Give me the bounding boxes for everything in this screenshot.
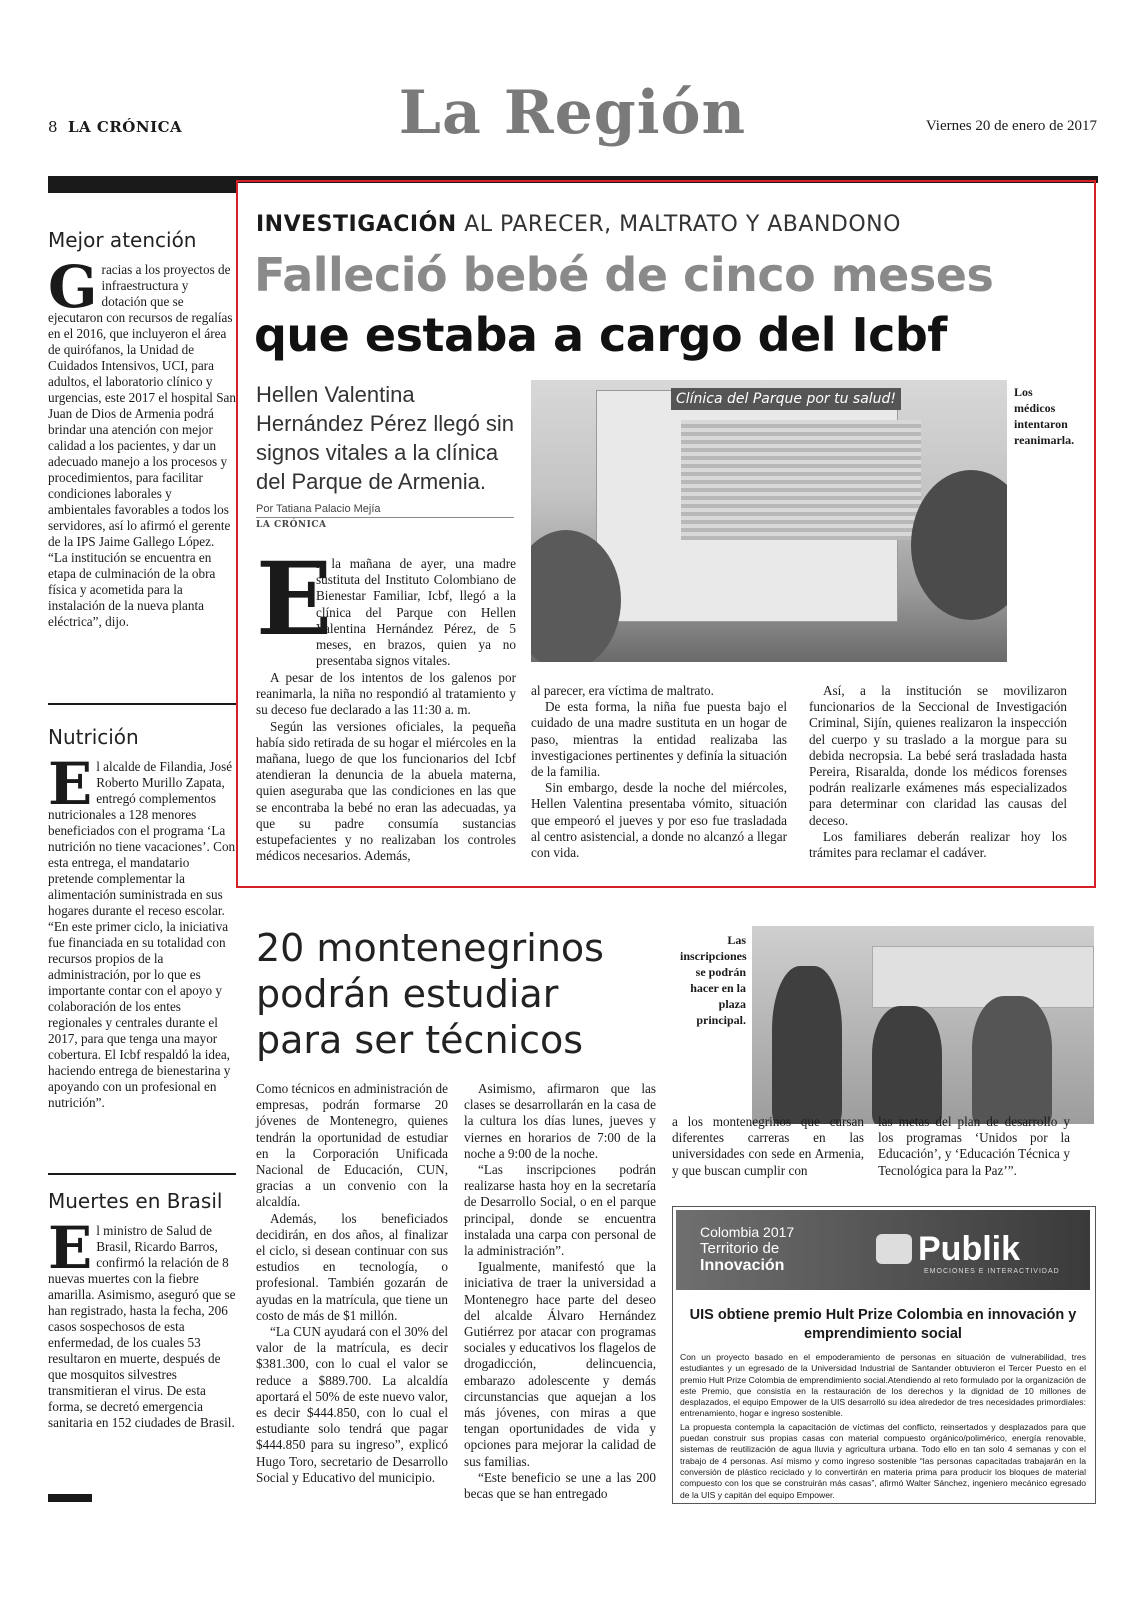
byline-rule	[256, 517, 514, 518]
person-shape	[872, 1006, 942, 1124]
clinic-sign: Clínica del Parque por tu salud!	[671, 388, 901, 410]
byline-source: LA CRÓNICA	[256, 520, 327, 530]
kicker-text: AL PARECER, MALTRATO Y ABANDONO	[464, 212, 901, 237]
dropcap: E	[256, 540, 333, 658]
sidebar-item-text	[48, 750, 236, 1111]
paragraph: Como técnicos en administración de empresas, podrán formarse 20 jóvenes de Montenegro, quienes tendrán la oportunidad de estudiar en la Corporación Unificada Nacional de Educación, CUN, gracias a un convenio con la alcaldía.	[256, 1081, 448, 1210]
publik-logo-icon	[876, 1234, 912, 1264]
clinic-photo	[531, 380, 1007, 662]
sidebar-divider	[48, 1173, 236, 1175]
ad-headline: UIS obtiene premio Hult Prize Colombia en innovación y emprendimiento social	[689, 1307, 1077, 1342]
dropcap: E	[48, 750, 93, 818]
paragraph: “La CUN ayudará con el 30% del valor de la matrícula, es decir $381.300, con lo cual el valor se reduce a $889.700. La alcaldía aportará el 50% de este nuevo valor, es decir $444.850, con lo cual el estudiante solo tendrá que pagar $444.850 para su ingreso”, explicó Hugo Toro, secretario de Desarrollo Social y Educativo del municipio.	[256, 1324, 448, 1485]
sidebar-divider	[48, 703, 236, 705]
sidebar-item-nutricion	[48, 725, 236, 1111]
ad-banner-line: Territorio de	[700, 1240, 780, 1257]
lead-kicker	[256, 212, 901, 237]
paragraph: Asimismo, afirmaron que las clases se desarrollarán en la casa de la cultura los días lunes, jueves y viernes en horarios de 7:00 de la noche a 9:00 de la noche.	[464, 1081, 656, 1161]
photo-caption: Los médicos intentaron reanimarla.	[1014, 385, 1075, 447]
newspaper-name: LA CRÓNICA	[68, 118, 183, 136]
lead-column-1	[256, 670, 516, 864]
person-shape	[772, 966, 842, 1124]
ad-paragraph: La propuesta contempla la capacitación de víctimas del conflicto, reinsertados y desplazados para que puedan construir sus propias casas con material compuesto orgánico/polimérico, energía renovable, sistemas de reutilización de agua lluvia y agricultura urbana. Todo ello en tan solo 4 semanas y con el trabajo de 4 personas. Así mismo y como ingreso sostenible “las personas capacitadas trabajarán en la conversión de plástico reciclado y lo convertirán en materia prima para producir los bloques de material compuesto con los que se construirán más casas”, afirmó Walter Sánchez, ingeniero mecánico egresado de la UIS y capitán del equipo Empower.	[680, 1421, 1086, 1500]
sidebar-item-title: Muertes en Brasil	[48, 1189, 223, 1213]
sidebar-top-rule	[48, 183, 236, 193]
ad-paragraph: Con un proyecto basado en el empoderamiento de personas en situación de vulnerabilidad, tres estudiantes y un egresado de la Universidad Industrial de Santander obtuvieron el Tercer Puesto en el premio Hult Prize Colombia de emprendimiento social.Atendiendo al reto formulado por la organización de este Premio, que consistía en la restauración de los derechos y la dignidad de 10 millones de desplazados, el equipo Empower de la UIS desarrolló su idea alrededor de tres necesidades primordiales: entrenamiento, hogar e ingreso sostenible.	[680, 1352, 1086, 1419]
facade-stripes	[681, 420, 921, 540]
kicker-label: INVESTIGACIÓN	[256, 212, 457, 237]
page-number: 8	[48, 118, 58, 136]
dropcap: E	[48, 1214, 93, 1282]
photo-caption: Las inscripciones se podrán hacer en la plaza principal.	[680, 933, 747, 1027]
paragraph: Así, a la institución se movilizaron funcionarios de la Seccional de Investigación Criminal, Sijín, quienes realizaron la inspección del cuerpo y su traslado a la morgue para su debida necropsia. La bebé será trasladada hasta Pereira, Risaralda, donde los médicos forenses podrán realizarle exámenes más especializados para determinar con claridad las causas del deceso.	[809, 683, 1067, 828]
sidebar-item-mejor-atencion	[48, 228, 236, 630]
ad-body	[680, 1352, 1086, 1503]
issue-date: Viernes 20 de enero de 2017	[925, 118, 1097, 134]
lead-intro-column	[316, 556, 516, 669]
lead-deck: Hellen Valentina Hernández Pérez llegó sin signos vitales a la clínica del Parque de Armenia.	[256, 382, 515, 494]
lead-headline-line1: Falleció bebé de cinco meses	[254, 248, 994, 302]
paragraph: Sin embargo, desde la noche del miércoles, Hellen Valentina presentaba vómito, situación que empeoró el jueves y por eso fue trasladada al centro asistencial, a donde no alcanzó a llegar con vida.	[531, 780, 787, 861]
sidebar-item-text	[48, 253, 237, 630]
ad-banner-line: Colombia 2017	[700, 1224, 795, 1240]
publik-tagline: EMOCIONES E INTERACTIVIDAD	[924, 1268, 1060, 1275]
sidebar-item-body: l ministro de Salud de Brasil, Ricardo Barros, confirmó la relación de 8 nuevas muertes con la fiebre amarilla. Asimismo, aseguró que se han registrado, hasta la fecha, 206 casos sospechosos de esta enfermedad, de los cuales 53 resultaron en muerte, después de que mosquitos silvestres transmitieran el virus. De esta forma, se decretó emergencia sanitaria en 152 ciudades de Brasil.	[48, 1223, 236, 1430]
publik-logo: Publik	[918, 1230, 1021, 1268]
ad-banner-text	[700, 1224, 850, 1275]
sidebar-item-title: Nutrición	[48, 725, 139, 749]
paragraph: Además, los beneficiados decidirán, en dos años, al finalizar el ciclo, si desean continuar con sus estudios en tecnología, o profesional. También gozarán de ayudas en la matrícula, que tiene un costo de más de $1 millón.	[256, 1210, 448, 1323]
sidebar-item-muertes-brasil	[48, 1189, 236, 1431]
registration-photo	[752, 926, 1094, 1124]
byline: Por Tatiana Palacio Mejía	[256, 503, 381, 515]
paragraph: Los familiares deberán realizar hoy los trámites para reclamar el cadáver.	[809, 828, 1067, 861]
section-title: La Región	[398, 78, 747, 148]
paragraph: a los montenegrinos que cursan diferentes carreras en las universidades con sede en Armenia, y que buscan cumplir con	[672, 1114, 864, 1178]
tree-shape	[911, 470, 1007, 620]
paragraph: Según las versiones oficiales, la pequeña había sido retirada de su hogar el miércoles en la mañana, luego de que los funcionarios del Icbf atendieran la denuncia de la abuela materna, quien aseguraba que las condiciones en las que se encontraba la bebé no eran las adecuadas, ya que su padre consumía sustancias estupefacientes y no realizaban los controles médicos necesarios. Además,	[256, 718, 516, 864]
lead-headline-line2: que estaba a cargo del Icbf	[254, 308, 947, 362]
paragraph: A pesar de los intentos de los galenos por reanimarla, la niña no respondió al tratamiento y su deceso fue declarado a las 11:30 a. m.	[256, 670, 516, 718]
ad-banner-line: Innovación	[700, 1257, 785, 1274]
sidebar-item-title: Mejor atención	[48, 228, 197, 252]
second-story-headline: 20 montenegrinos podrán estudiar para ser técnicos	[256, 926, 604, 1062]
paragraph: “Este beneficio se une a las 200 becas que se han entregado	[464, 1469, 656, 1502]
paragraph: “Las inscripciones podrán realizarse hasta hoy en la secretaría de Desarrollo Social, o en el parque principal, donde se encuentra instalada una carpa con personal de la administración”.	[464, 1162, 656, 1259]
paragraph: Igualmente, manifestó que la iniciativa de traer la universidad a Montenegro hace parte del deseo del alcalde Álvaro Hernández Gutiérrez por atacar con programas sociales y educativos los flagelos de drogadicción, delincuencia, embarazo adolescente y demás circunstancias que aquejan a los más jóvenes, con miras a que tengan oportunidades de vida y opciones para mejorar la calidad de sus familias.	[464, 1259, 656, 1469]
second-column-3	[672, 1114, 864, 1179]
lead-intro-text: n la mañana de ayer, una madre sustituta del Instituto Colombiano de Bienestar Familiar, Icbf, llegó a la clínica del Parque con Hellen Valentina Hernández Pérez, de 5 meses, en brazos, quien ya no presentaba signos vitales.	[316, 556, 516, 669]
dropcap: G	[48, 253, 98, 321]
second-column-1	[256, 1081, 448, 1486]
person-shape	[972, 996, 1052, 1124]
lead-column-3	[809, 683, 1067, 861]
second-column-2	[464, 1081, 656, 1502]
paragraph: al parecer, era víctima de maltrato.	[531, 683, 714, 698]
tent-shape	[872, 946, 1094, 1008]
sidebar-item-text	[48, 1214, 236, 1431]
paragraph: las metas del plan de desarrollo y los programas ‘Unidos por la Educación’, y ‘Educación Técnica y Tecnológica para la Paz’”.	[878, 1114, 1070, 1178]
sidebar-item-body: l alcalde de Filandia, José Roberto Murillo Zapata, entregó complementos nutricionales a 128 menores beneficiados con el programa ‘La nutrición no tiene vacaciones’. Con esta entrega, el mandatario pretende complementar la alimentación suministrada en sus hogares durante el receso escolar. “En este primer ciclo, la iniciativa fue financiada en su totalidad con recursos propios de la administración, por lo que es importante contar con el apoyo y colaboración de los entes regionales y centrales durante el 2017, para que tenga una mayor cobertura. El Icbf respaldó la idea, haciendo entrega de bienestarina y apoyando con un profesional en nutrición”.	[48, 759, 236, 1110]
sidebar-item-body: racias a los proyectos de infraestructura y dotación que se ejecutaron con recursos de regalías en el 2016, que incluyeron el área de quirófanos, la Unidad de Cuidados Intensivos, UCI, para adultos, el laboratorio clínico y urgencias, este 2017 el hospital San Juan de Dios de Armenia podrá brindar una atención con mejor calidad a los pacientes, y dar un adecuado manejo a los procesos y procedimientos, para facilitar condiciones laborales y ambientales favorables a todos los servidores, así lo afirmó el gerente de la IPS Jaime Gallego López. “La institución se encuentra en etapa de culminación de la obra física y acometida para la instalación de la nueva planta eléctrica”, dijo.	[48, 262, 237, 629]
second-column-4	[878, 1114, 1070, 1179]
lead-column-2	[531, 683, 787, 861]
sidebar-end-rule	[48, 1494, 92, 1502]
paragraph: De esta forma, la niña fue puesta bajo el cuidado de una madre sustituta en un hogar de paso, mientras la entidad realizaba las investigaciones pertinentes y definía la situación de la familia.	[531, 699, 787, 780]
